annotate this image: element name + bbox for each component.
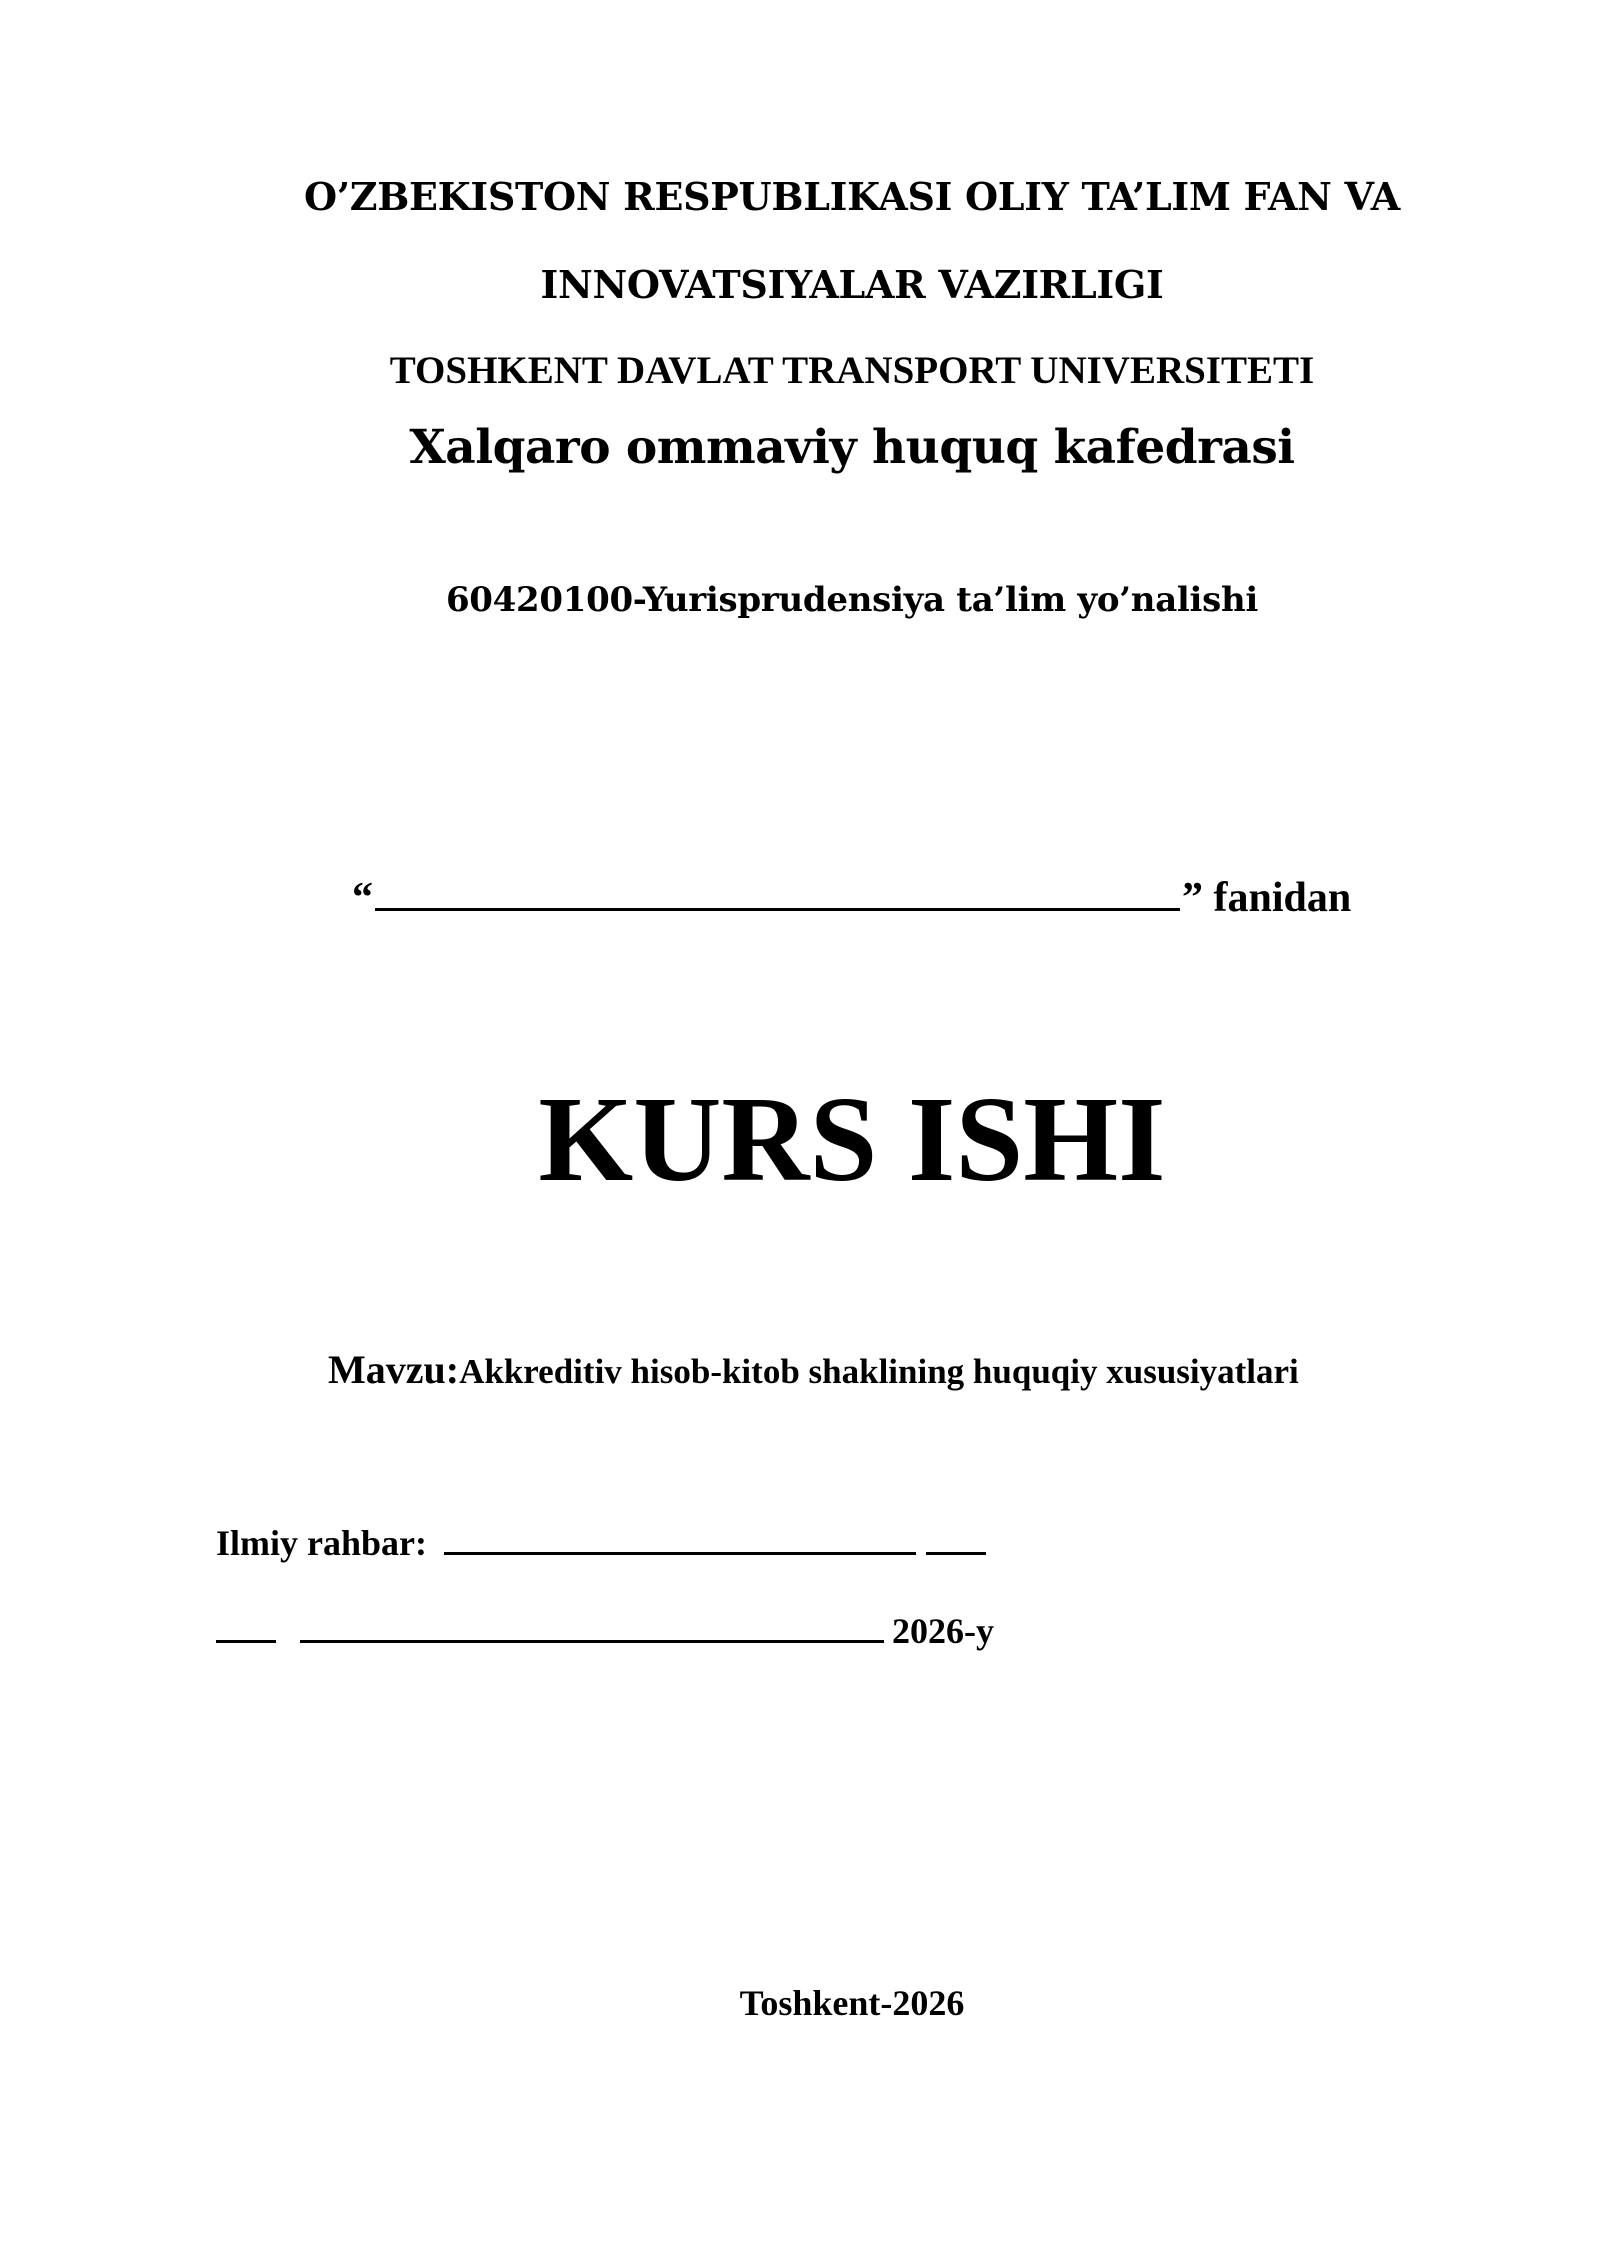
advisor-label: Ilmiy rahbar: <box>216 1523 436 1563</box>
date-year: 2026-y <box>892 1611 994 1651</box>
advisor-extra-blank <box>926 1551 986 1555</box>
advisor-name-blank <box>444 1551 916 1555</box>
advisor-line <box>216 1522 986 1564</box>
ministry-title-line2: INNOVATSIYALAR VAZIRLIGI <box>540 262 1164 307</box>
university-name: TOSHKENT DAVLAT TRANSPORT UNIVERSITETI <box>389 349 1315 392</box>
subject-blank-field <box>375 907 1180 911</box>
topic-line <box>328 1346 1299 1393</box>
subject-suffix: fanidan <box>1203 875 1352 921</box>
date-month-blank <box>300 1639 884 1643</box>
topic-label: Mavzu: <box>328 1347 460 1392</box>
footer-city-year: Toshkent-2026 <box>739 1983 965 2023</box>
document-type-title: KURS ISHI <box>538 1072 1166 1207</box>
date-line <box>216 1610 994 1652</box>
program-title: 60420100-Yurisprudensiya ta’lim yo’nalishi <box>445 580 1259 620</box>
subject-close-quote: ” <box>1182 875 1203 921</box>
subject-open-quote: “ <box>352 875 373 921</box>
date-day-blank <box>216 1639 276 1643</box>
topic-text: Akkreditiv hisob-kitob shaklining huquqiy xususiyatlari <box>459 1352 1299 1391</box>
ministry-title-line1: O’ZBEKISTON RESPUBLIKASI OLIY TA’LIM FAN VA <box>304 174 1400 219</box>
subject-line <box>352 874 1351 922</box>
department-name: Xalqaro ommaviy huquq kafedrasi <box>409 420 1295 475</box>
